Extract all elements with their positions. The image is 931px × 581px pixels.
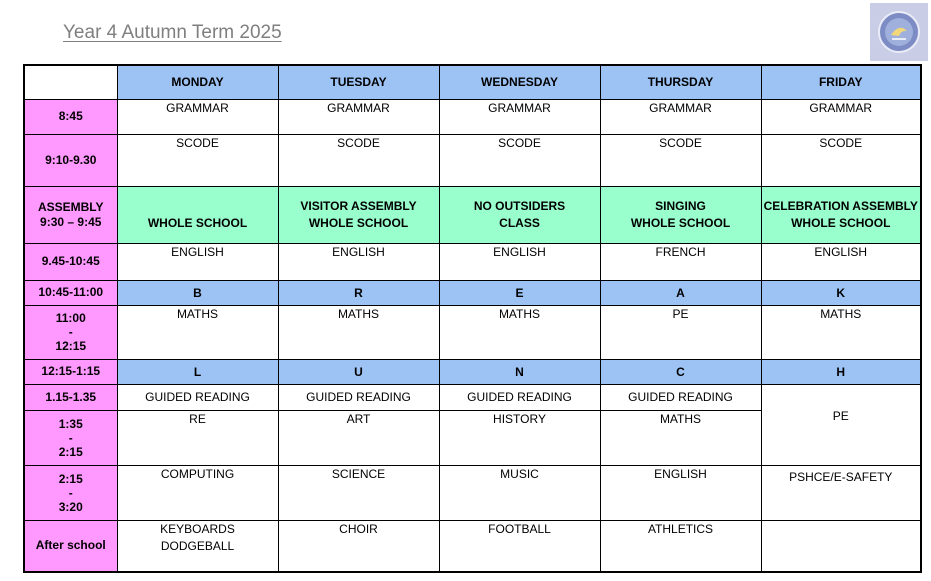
assembly-row — [24, 186, 921, 243]
assembly-cell — [117, 186, 278, 243]
table-row — [24, 99, 921, 134]
club-label: ATHLETICS — [647, 521, 714, 536]
lesson-cell: HISTORY — [439, 410, 600, 465]
assembly-cell — [439, 186, 600, 243]
lunch-cell: L — [117, 359, 278, 384]
lesson-cell: ENGLISH — [278, 243, 439, 280]
lesson-cell: SCIENCE — [278, 465, 439, 520]
lesson-cell: MATHS — [761, 305, 921, 359]
assembly-line: WHOLE SCHOOL — [147, 215, 248, 230]
lesson-cell: SCODE — [439, 134, 600, 186]
lunch-cell: U — [278, 359, 439, 384]
timetable — [23, 64, 922, 573]
assembly-line: WHOLE SCHOOL — [308, 215, 409, 230]
time-label: 2:15 — [58, 444, 83, 459]
lesson-cell: ENGLISH — [761, 243, 921, 280]
time-label: 1:35 — [58, 416, 83, 431]
time-cell — [24, 465, 117, 520]
table-row — [24, 134, 921, 186]
lesson-cell: PE — [600, 305, 761, 359]
assembly-line: SINGING — [655, 198, 706, 213]
page-title: Year 4 Autumn Term 2025 — [63, 22, 282, 43]
lesson-cell: COMPUTING — [117, 465, 278, 520]
assembly-cell — [761, 186, 921, 243]
lunch-cell: C — [600, 359, 761, 384]
time-cell: 1.15-1.35 — [24, 384, 117, 410]
time-cell — [24, 186, 117, 243]
lesson-cell: GUIDED READING — [117, 384, 278, 410]
lunch-row — [24, 359, 921, 384]
lesson-cell: ART — [278, 410, 439, 465]
assembly-cell — [600, 186, 761, 243]
break-cell: R — [278, 280, 439, 305]
day-header-tuesday: TUESDAY — [278, 65, 439, 99]
day-header-wednesday: WEDNESDAY — [439, 65, 600, 99]
lesson-cell: GRAMMAR — [761, 99, 921, 134]
break-cell: A — [600, 280, 761, 305]
lesson-cell: RE — [117, 410, 278, 465]
break-cell: E — [439, 280, 600, 305]
table-row — [24, 384, 921, 410]
table-row — [24, 465, 921, 520]
time-label: 3:20 — [58, 499, 83, 514]
assembly-line: WHOLE SCHOOL — [630, 215, 731, 230]
lesson-cell: GUIDED READING — [600, 384, 761, 410]
club-label: CHOIR — [339, 521, 378, 536]
lesson-cell: SCODE — [117, 134, 278, 186]
lesson-cell: GUIDED READING — [439, 384, 600, 410]
time-cell: After school — [24, 520, 117, 572]
lesson-cell: GRAMMAR — [278, 99, 439, 134]
club-label: DODGEBALL — [160, 538, 235, 553]
after-school-row — [24, 520, 921, 572]
time-label: 9:30 – 9:45 — [40, 214, 102, 229]
lesson-cell: GUIDED READING — [278, 384, 439, 410]
time-label: 12:15 — [55, 339, 87, 353]
header-row — [24, 65, 921, 99]
day-header-thursday: THURSDAY — [600, 65, 761, 99]
time-label: - — [68, 485, 73, 500]
lunch-cell: N — [439, 359, 600, 384]
day-header-friday: FRIDAY — [761, 65, 921, 99]
assembly-line — [118, 198, 278, 215]
club-cell — [278, 520, 439, 572]
assembly-line: NO OUTSIDERS — [473, 198, 566, 213]
lesson-cell: SCODE — [600, 134, 761, 186]
lesson-cell: ENGLISH — [439, 243, 600, 280]
lesson-cell: MATHS — [600, 410, 761, 465]
time-label: ASSEMBLY — [37, 199, 104, 214]
time-cell: 10:45-11:00 — [24, 280, 117, 305]
lesson-cell-friday-pshce: PSHCE/E-SAFETY — [761, 465, 921, 520]
club-cell — [117, 520, 278, 572]
time-label: - — [68, 325, 73, 339]
break-row — [24, 280, 921, 305]
time-cell: 9.45-10:45 — [24, 243, 117, 280]
break-cell: K — [761, 280, 921, 305]
time-cell — [24, 305, 117, 359]
lesson-cell: MATHS — [439, 305, 600, 359]
lesson-cell-friday-pe: PE — [761, 384, 921, 465]
lesson-cell: MATHS — [278, 305, 439, 359]
break-cell: B — [117, 280, 278, 305]
lesson-cell: MATHS — [117, 305, 278, 359]
assembly-line: WHOLE SCHOOL — [791, 215, 891, 230]
club-label: FOOTBALL — [488, 521, 551, 536]
time-cell: 8:45 — [24, 99, 117, 134]
assembly-line: CELEBRATION ASSEMBLY — [763, 198, 918, 213]
lesson-cell: SCODE — [278, 134, 439, 186]
lesson-cell: GRAMMAR — [439, 99, 600, 134]
lesson-cell: SCODE — [761, 134, 921, 186]
time-label: 2:15 — [58, 471, 83, 486]
assembly-line: VISITOR ASSEMBLY — [300, 198, 417, 213]
lesson-cell: GRAMMAR — [600, 99, 761, 134]
day-header-monday: MONDAY — [117, 65, 278, 99]
lesson-cell: GRAMMAR — [117, 99, 278, 134]
club-cell — [761, 520, 921, 572]
assembly-cell — [278, 186, 439, 243]
time-label: 11:00 — [55, 311, 86, 325]
lesson-cell: ENGLISH — [117, 243, 278, 280]
lesson-cell: MUSIC — [439, 465, 600, 520]
time-cell: 12:15-1:15 — [24, 359, 117, 384]
time-cell: 9:10-9.30 — [24, 134, 117, 186]
table-row — [24, 305, 921, 359]
lunch-cell: H — [761, 359, 921, 384]
corner-cell — [24, 65, 117, 99]
time-label: - — [68, 430, 73, 445]
school-crest-logo — [870, 3, 928, 61]
assembly-line: CLASS — [499, 215, 540, 230]
lesson-cell: FRENCH — [600, 243, 761, 280]
club-cell — [600, 520, 761, 572]
time-cell — [24, 410, 117, 465]
table-row — [24, 243, 921, 280]
lesson-cell: ENGLISH — [600, 465, 761, 520]
club-label: KEYBOARDS — [160, 521, 235, 536]
club-cell — [439, 520, 600, 572]
